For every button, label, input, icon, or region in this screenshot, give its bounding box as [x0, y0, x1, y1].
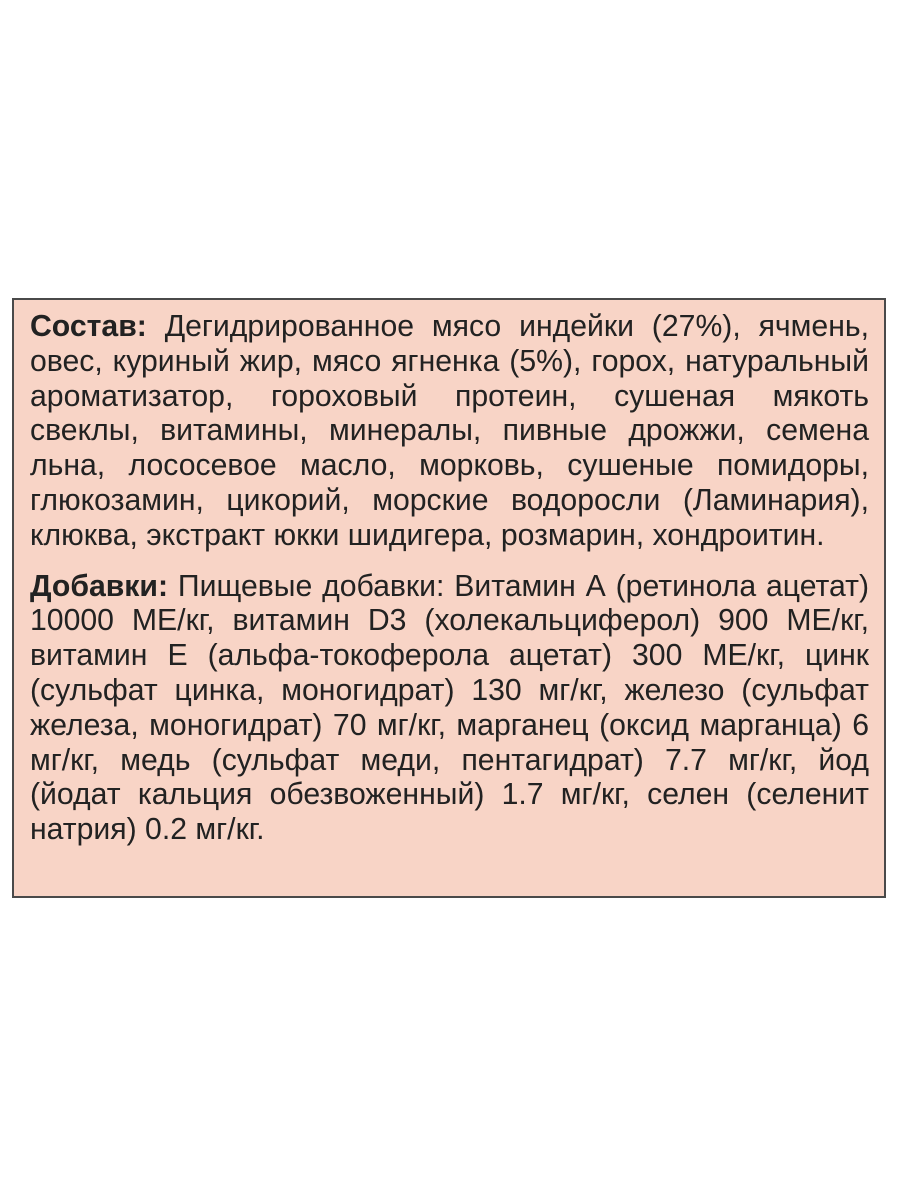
additives-paragraph	[30, 570, 869, 848]
additives-text: Пищевые добавки: Витамин А (ретинола ацетат) 10000 МЕ/кг, витамин D3 (холекальциферол) 900 МЕ/кг, витамин Е (альфа-токоферола ацетат) 300 МЕ/кг, цинк (сульфат цинка, моногидрат) 130 мг/кг, железо (сульфат железа, моногидрат) 70 мг/кг, марганец (оксид марганца) 6 мг/кг, медь (сульфат меди, пентагидрат) 7.7 мг/кг, йод (йодат кальция обезвоженный) 1.7 мг/кг, селен (селенит натрия) 0.2 мг/кг.	[30, 569, 869, 847]
composition-label: Состав:	[30, 310, 147, 343]
ingredients-text-box	[12, 298, 886, 898]
additives-label: Добавки:	[30, 569, 169, 603]
composition-paragraph	[30, 310, 869, 554]
composition-text: Дегидрированное мясо индейки (27%), ячмень, овес, куриный жир, мясо ягненка (5%), горох, натуральный ароматизатор, гороховый протеин, сушеная мякоть свеклы, витамины, минералы, пивные дрожжи, семена льна, лососевое масло, морковь, сушеные помидоры, глюкозамин, цикорий, морские водоросли (Ламинария), клюква, экстракт юкки шидигера, розмарин, хондроитин.	[30, 310, 869, 552]
